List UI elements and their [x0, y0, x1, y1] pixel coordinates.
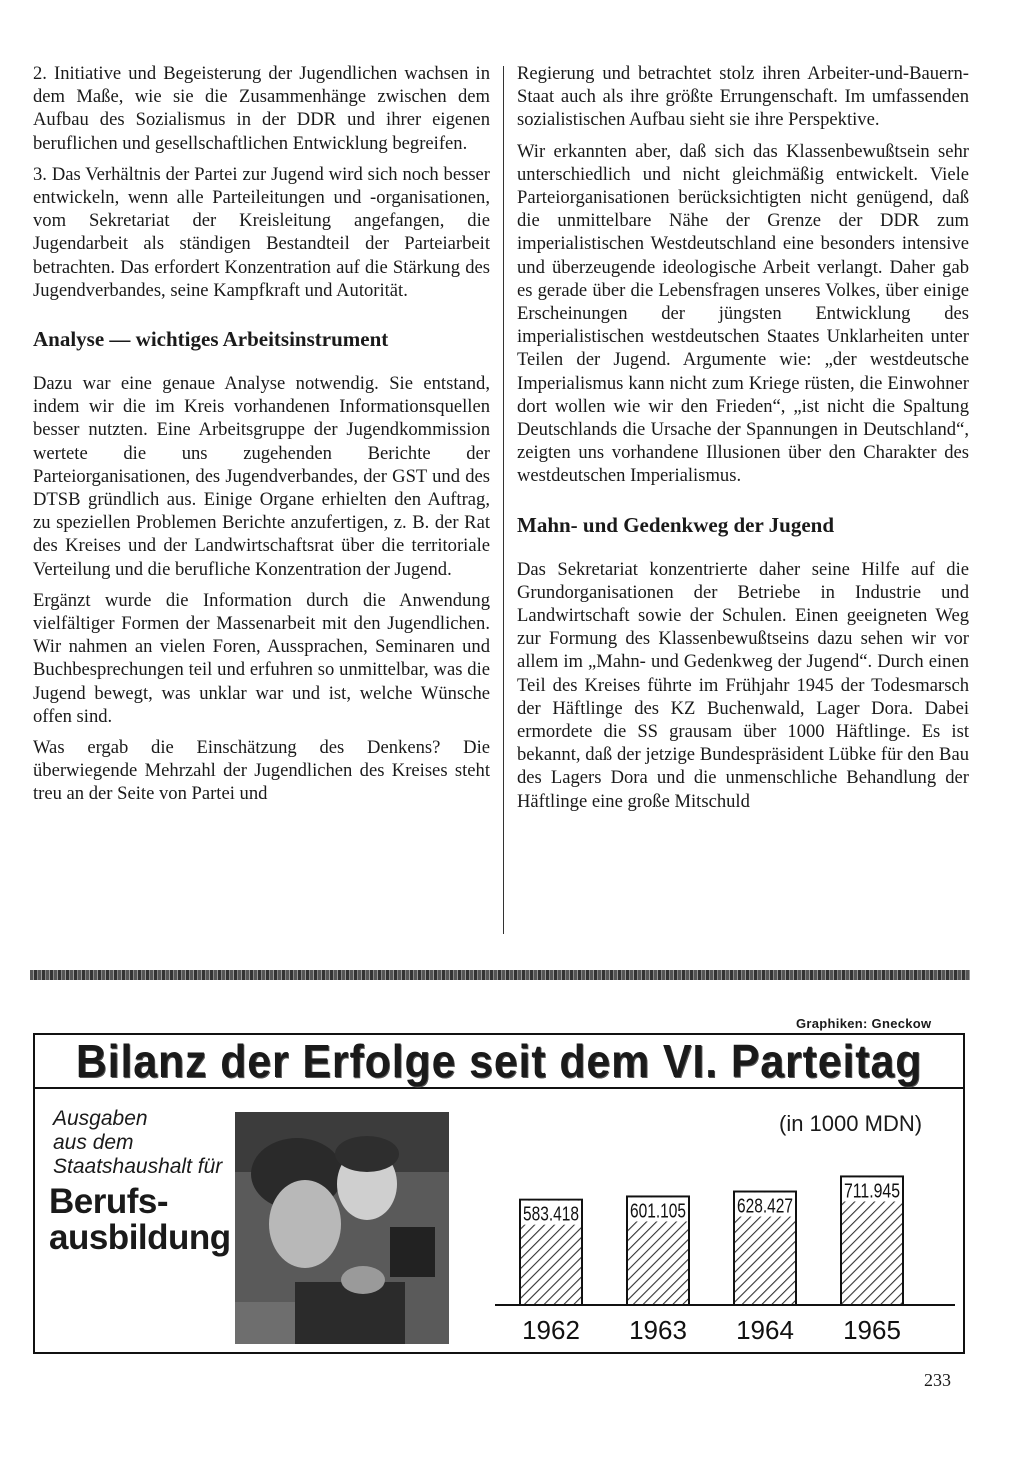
paragraph: Wir erkannten aber, daß sich das Klassenbewußtsein sehr unterschiedlich und nicht gleichmäßig entwickelt. Viele Parteiorganisationen berücksichtigten nicht genügend, daß die unmittelbare Nähe der Grenze der DDR zum imperialistischen Westdeutschland eine besonders intensive und überzeugende ideologische Arbeit verlangt. Daher gab es gerade über die Lebensfragen unseres Volkes, über einige Erscheinungen der jüngsten Entwicklung des imperialistischen westdeutschen Staates Unklarheiten unter Teilen der Jugend. Argumente wie: „der westdeutsche Imperialismus kann nicht zum Kriege rüsten, die Einwohner dort wollen wie wir den Frieden“, „ist nicht die Spaltung Deutschlands die Ursache der Spannungen in Deutschland“, zeigten uns vorhandene Illusionen über den Charakter des westdeutschen Imperialismus. — [517, 140, 969, 487]
chart-unit-label: (in 1000 MDN) — [779, 1111, 923, 1136]
page-number: 233 — [924, 1370, 951, 1390]
x-tick-label: 1965 — [843, 1315, 901, 1345]
paragraph: Was ergab die Einschätzung des Denkens? Die überwiegende Mehrzahl der Jugendlichen des Kreises steht treu an der Seite von Partei und — [33, 737, 490, 805]
paragraph: 3. Das Verhältnis der Partei zur Jugend wird sich noch besser entwickeln, wenn alle Parteileitungen und -organisationen, vom Sekretariat der Kreisleitung angefangen, die Jugendarbeit als ständigen Bestandteil der Parteiarbeit betrachten. Das erfordert Konzentration auf die Stärkung des Jugendverbandes, seine Kampfkraft und Autorität. — [33, 163, 490, 301]
section-heading: Analyse — wichtiges Arbeitsinstrument — [33, 327, 389, 352]
bar-value-label: 601.105 — [630, 1200, 686, 1223]
x-tick-label: 1963 — [629, 1315, 687, 1345]
infographic-banner — [35, 1035, 963, 1089]
training-photo — [235, 1112, 449, 1344]
graphics-credit: Graphiken: Gneckow — [796, 1016, 932, 1031]
paragraph: Das Sekretariat konzentrierte daher seine Hilfe auf die Grundorganisationen der Betriebe in Industrie und Landwirtschaft sowie der Schulen. Einen geeigneten Weg zur Formung des Klassenbewußtseins dazu sehen wir vor allem im „Mahn- und Gedenkweg der Jugend“. Durch einen Teil des Kreises führte im Frühjahr 1945 der Todesmarsch der Häftlinge des KZ Buchenwald, Lager Dora. Dabei ermordete die SS grausam über 1000 Häftlinge. Es ist bekannt, daß der jetzige Bundespräsident Lübke für den Bau des Lagers Dora und die unmenschliche Behandlung der Häftlinge eine große Mitschuld — [517, 558, 969, 812]
heading-line: Berufs- — [49, 1182, 169, 1221]
section-heading: Mahn- und Gedenkweg der Jugend — [517, 512, 835, 537]
left-column — [33, 62, 490, 814]
decorative-rule — [30, 970, 970, 980]
paragraph: 2. Initiative und Begeisterung der Jugendlichen wachsen in dem Maße, wie sie die Zusammenhänge zwischen dem Aufbau des Sozialismus in der DDR und ihrer eigenen beruflichen und gesellschaftlichen Entwicklung begreifen. — [33, 63, 490, 154]
column-divider — [503, 66, 504, 934]
paragraph: Ergänzt wurde die Information durch die Anwendung vielfältiger Formen der Massenarbeit mit den Jugendlichen. Wir nahmen an vielen Foren, Aussprachen, Seminaren und Buchbesprechungen teil und erfuhren so unmittelbar, was die Jugend bewegt, was unklar war und ist, welche Wünsche offen sind. — [33, 589, 490, 727]
subtitle-line: Ausgaben — [53, 1107, 148, 1130]
subtitle-line: Staatshaushalt für — [53, 1155, 223, 1178]
infographic-box — [33, 1033, 965, 1354]
infographic-subtitle — [53, 1107, 222, 1179]
right-column — [517, 62, 969, 821]
heading-line: ausbildung — [49, 1218, 231, 1257]
x-tick-label: 1962 — [522, 1315, 580, 1345]
bar-value-label: 583.418 — [523, 1203, 579, 1226]
bar-chart — [475, 1155, 965, 1355]
infographic-heading — [49, 1184, 231, 1256]
paragraph: Dazu war eine genaue Analyse notwendig. Sie entstand, indem wir die im Kreis vorhandenen Informationsquellen besser nutzten. Eine Arbeitsgruppe der Jugendkommission wertete die uns zugehenden Berichte der Parteiorganisationen, des Jugendverbandes, der GST und des DTSB gründlich aus. Einige Organe erhielten den Auftrag, zu speziellen Problemen Berichte anzufertigen, z. B. der Rat des Kreises und der Landwirtschaftsrat über die territoriale Verteilung und die berufliche Konzentration der Jugend. — [33, 373, 490, 580]
paragraph: Regierung und betrachtet stolz ihren Arbeiter-und-Bauern-Staat auch als ihre größte Errungenschaft. Im umfassenden sozialistischen Aufbau sieht sie ihre Perspektive. — [517, 63, 969, 131]
banner-title: Bilanz der Erfolge seit dem VI. Parteitag — [75, 1035, 923, 1087]
bar-value-label: 628.427 — [737, 1195, 793, 1218]
subtitle-line: aus dem — [53, 1131, 134, 1154]
bar-value-label: 711.945 — [844, 1180, 900, 1203]
x-tick-label: 1964 — [736, 1315, 794, 1345]
